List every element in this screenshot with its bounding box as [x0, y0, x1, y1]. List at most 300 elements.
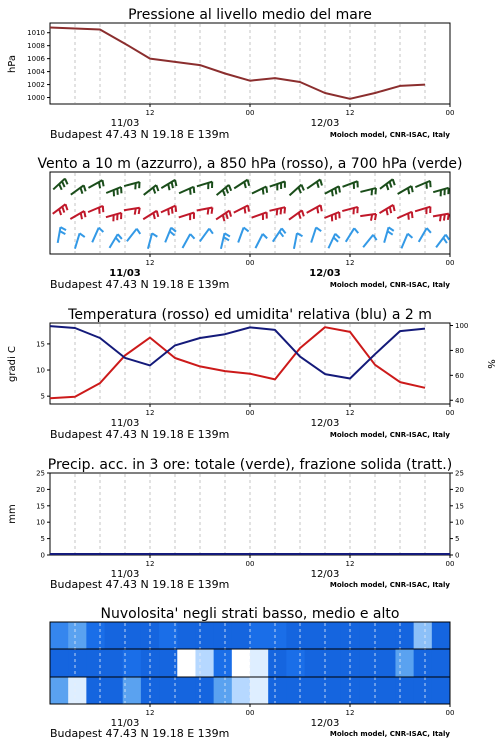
wind-barb-feather [118, 234, 122, 239]
wind-barb-feather [440, 215, 441, 221]
wind-barb-feather [152, 233, 157, 236]
x-date-label: 12/03 [310, 118, 340, 129]
wind-barb-feather [443, 238, 447, 243]
cloud-title: Nuvolosita' negli strati basso, medio e alto [100, 606, 400, 622]
wind-barb-feather [371, 214, 372, 220]
wind-barb-feather [284, 207, 285, 213]
wind-barb [324, 212, 339, 221]
y-tick-label: 1010 [27, 29, 45, 38]
wind-barb [270, 181, 285, 190]
cloud-cell [105, 622, 124, 649]
wind-barb-feather [302, 210, 304, 216]
precipitation-bars [50, 554, 450, 555]
cloud-cell [377, 649, 396, 677]
cloud-cell [68, 622, 87, 649]
wind-barb-feather [244, 182, 246, 188]
wind-barb-shaft [238, 227, 243, 242]
x-date-label: 11/03 [110, 418, 140, 429]
y-tick-label: 20 [36, 485, 45, 494]
wind-barb [415, 181, 430, 189]
wind-barb [307, 205, 322, 213]
wind-barb [110, 234, 122, 248]
humidity-y-label: % [485, 359, 496, 369]
wind-barb [380, 205, 395, 215]
wind-barb [161, 180, 176, 190]
y-tick-label: 25 [455, 469, 464, 478]
cloud-model-credit: Moloch model, CNR-ISAC, Italy [329, 730, 450, 738]
cloud-cell [414, 622, 433, 649]
cloud-cell [214, 622, 233, 649]
cloud-cell [395, 677, 414, 704]
wind-barb-feather [59, 209, 61, 215]
wind-barb-feather [137, 229, 140, 234]
wind-barb [311, 227, 321, 242]
wind-barb [415, 207, 430, 214]
wind-barb [144, 185, 159, 195]
wind-barb-feather [208, 208, 209, 214]
wind-barb-feather [430, 181, 431, 187]
wind-barb-feather [168, 184, 169, 190]
wind-barb [290, 185, 304, 196]
wind-barb-shaft [179, 213, 194, 218]
wind-barb-feather [299, 213, 301, 219]
wind-barb-feather [212, 207, 213, 213]
wind-barb-shaft [165, 228, 171, 243]
wind-barb [328, 234, 339, 249]
temperature-location: Budapest 47.43 N 19.18 E 139m [50, 428, 230, 441]
y-tick-label: 15 [36, 340, 45, 349]
wind-barb-feather [135, 208, 136, 214]
wind-barb-shaft [436, 235, 446, 248]
humidity-y-ticks [450, 322, 468, 405]
cloud-cell [432, 649, 451, 677]
wind-barb [252, 186, 267, 194]
y-tick-label: 10 [36, 366, 45, 375]
wind-barb-feather [426, 182, 427, 188]
pressure-x-axis [111, 104, 455, 129]
x-tick-label: 12 [145, 109, 155, 117]
wind-barb-feather [387, 231, 392, 235]
x-tick-label: 00 [245, 259, 255, 267]
wind-model-credit: Moloch model, CNR-ISAC, Italy [329, 281, 450, 289]
wind-barb [216, 211, 231, 222]
wind-barb-shaft [397, 212, 412, 219]
cloud-cell [123, 649, 142, 677]
x-date-label: 12/03 [309, 268, 341, 279]
precipitation-panel [7, 457, 464, 591]
wind-barb-feather [60, 227, 66, 230]
wind-barb [234, 180, 249, 189]
wind-barb [269, 207, 285, 215]
x-tick-label: 00 [245, 109, 255, 117]
wind-barb-feather [281, 208, 282, 214]
wind-barb-feather [116, 238, 120, 243]
y-tick-label: 100 [455, 321, 469, 330]
cloud-cell [323, 649, 342, 677]
wind-barb [294, 233, 303, 249]
wind-barb-shaft [419, 228, 427, 242]
wind-barb-feather [408, 234, 413, 238]
wind-barb-feather [172, 207, 173, 213]
precipitation-x-axis [111, 555, 455, 580]
wind-barb-shaft [360, 214, 376, 216]
cloud-cell [286, 622, 305, 649]
wind-barb-feather [170, 231, 175, 235]
wind-barb-feather [448, 214, 449, 220]
wind-barb [234, 205, 249, 213]
y-tick-label: 5 [40, 392, 45, 401]
wind-barb-feather [175, 180, 176, 186]
precipitation-gridlines [75, 474, 425, 554]
wind-barb-feather [444, 214, 445, 220]
wind-barb-shaft [110, 234, 118, 248]
x-tick-label: 12 [345, 709, 355, 717]
wind-barb-shaft [127, 229, 137, 242]
x-tick-label: 12 [145, 560, 155, 568]
cloud-cell [414, 677, 433, 704]
wind-barb-feather [386, 209, 387, 215]
y-tick-label: 10 [455, 518, 464, 527]
wind-barb-shaft [182, 234, 190, 248]
wind-barb-feather [65, 179, 68, 185]
x-tick-label: 00 [445, 409, 455, 417]
y-tick-label: 10 [36, 518, 45, 527]
wind-barb-feather [59, 184, 62, 190]
cloud-x-axis [111, 704, 455, 729]
series-line [50, 28, 425, 99]
cloud-cell [50, 649, 69, 677]
wind-barb-feather [223, 190, 225, 196]
wind-barb [106, 213, 121, 222]
wind-barb-feather [60, 231, 66, 234]
wind-barb-feather [153, 188, 155, 194]
cloud-cell [250, 649, 269, 677]
wind-barb-feather [335, 188, 336, 194]
wind-barb-shaft [415, 181, 430, 187]
wind-barb-shaft [124, 182, 139, 186]
wind-barb [360, 214, 376, 221]
x-tick-label: 00 [245, 709, 255, 717]
wind-barb-feather [224, 237, 229, 240]
wind-barb [221, 233, 230, 249]
y-tick-label: 15 [455, 502, 464, 511]
wind-barb [360, 188, 376, 195]
cloud-cell [286, 677, 305, 704]
wind-barb-feather [393, 179, 395, 185]
cloud-cell [86, 677, 105, 704]
cloud-cell [86, 622, 105, 649]
pressure-y-label: hPa [7, 54, 18, 74]
wind-barb-feather [266, 186, 267, 192]
y-tick-label: 1004 [27, 68, 45, 77]
wind-barb [433, 214, 449, 222]
y-tick-label: 1008 [27, 42, 45, 51]
wind-barb-feather [335, 234, 340, 238]
cloud-cell [395, 649, 414, 677]
pressure-model-credit: Moloch model, CNR-ISAC, Italy [329, 131, 450, 139]
wind-barb-feather [408, 188, 409, 194]
y-tick-label: 1006 [27, 55, 45, 64]
wind-barb [200, 229, 213, 242]
wind-barb-feather [317, 207, 318, 213]
cloud-cell [305, 677, 324, 704]
wind-barb [363, 235, 376, 247]
y-tick-label: 0 [455, 551, 460, 560]
wind-barb [58, 227, 66, 243]
wind-barb [71, 185, 86, 194]
wind-barb-feather [317, 182, 319, 188]
precipitation-model-credit: Moloch model, CNR-ISAC, Italy [329, 581, 450, 589]
wind-barb-shaft [221, 233, 225, 249]
cloud-cell [68, 649, 87, 677]
wind-barb-feather [244, 227, 249, 231]
wind-barb-shaft [197, 207, 213, 210]
temperature-y-ticks [36, 340, 50, 400]
cloud-cell [232, 677, 251, 704]
precipitation-y-ticks [36, 470, 50, 560]
wind-barb-feather [339, 186, 340, 192]
wind-barb [380, 179, 395, 190]
wind-barb [161, 206, 176, 216]
temperature-panel [7, 307, 496, 441]
wind-barb-feather [282, 228, 286, 233]
x-date-label: 11/03 [109, 268, 141, 279]
x-tick-label: 00 [245, 560, 255, 568]
wind-barb [182, 234, 194, 248]
temperature-title: Temperatura (rosso) ed umidita' relativa (blu) a 2 m [68, 307, 432, 323]
wind-barb-feather [229, 211, 231, 217]
y-tick-label: 25 [36, 469, 45, 478]
cloud-cell [395, 622, 414, 649]
cloud-location: Budapest 47.43 N 19.18 E 139m [50, 727, 230, 740]
wind-location: Budapest 47.43 N 19.18 E 139m [50, 278, 230, 291]
cloud-cell [177, 622, 196, 649]
temperature-y-label: gradi C [7, 346, 18, 382]
wind-barb-feather [248, 180, 250, 186]
pressure-title: Pressione al livello medio del mare [128, 7, 372, 23]
y-tick-label: 5 [455, 535, 460, 544]
wind-barb-feather [320, 179, 322, 185]
y-tick-label: 40 [455, 396, 464, 405]
wind-barb-feather [390, 182, 392, 188]
cloud-cell [305, 622, 324, 649]
wind-x-axis [109, 254, 454, 279]
wind-barb [53, 204, 68, 215]
wind-barb [397, 212, 412, 220]
wind-barb-shaft [58, 227, 61, 243]
wind-barb-feather [225, 233, 230, 236]
wind-barb [197, 182, 212, 189]
wind-title: Vento a 10 m (azzurro), a 850 hPa (rosso), a 700 hPa (verde) [37, 156, 463, 172]
wind-barb-feather [229, 185, 231, 191]
cloud-cell [414, 649, 433, 677]
x-tick-label: 12 [145, 259, 155, 267]
wind-barb-feather [226, 187, 228, 193]
wind-barb-feather [190, 234, 194, 239]
wind-barb-feather [412, 212, 413, 218]
wind-barb-feather [175, 206, 176, 212]
wind-barb-feather [103, 206, 104, 212]
pressure-series [50, 28, 425, 99]
wind-barb-shaft [415, 207, 430, 212]
wind-barb [255, 234, 267, 248]
y-tick-label: 1002 [27, 81, 45, 90]
wind-barb [401, 234, 412, 249]
wind-barb-feather [194, 187, 195, 193]
wind-barb-feather [62, 207, 64, 213]
wind-barb-feather [102, 180, 103, 186]
wind-barb-feather [84, 185, 86, 191]
x-tick-label: 00 [445, 259, 455, 267]
wind-barb [124, 208, 140, 215]
wind-barb [92, 228, 103, 243]
cloud-cell [323, 677, 342, 704]
y-tick-label: 60 [455, 371, 464, 380]
cloud-panel [50, 606, 454, 740]
cloud-cell [105, 649, 124, 677]
wind-barb-feather [244, 207, 245, 213]
cloud-cell [377, 677, 396, 704]
wind-barb-feather [65, 204, 67, 210]
temperature-gridlines [75, 324, 425, 403]
wind-barb [179, 187, 194, 195]
wind-barb-feather [81, 188, 83, 194]
wind-barb-feather [84, 211, 85, 217]
wind-barb-feather [157, 211, 158, 217]
x-tick-label: 12 [345, 560, 355, 568]
wind-barb [124, 182, 139, 189]
cloud-cell [268, 622, 287, 649]
temperature-x-axis [111, 404, 455, 429]
y-tick-label: 1000 [27, 94, 45, 103]
x-date-label: 11/03 [110, 118, 140, 129]
wind-barb-shaft [360, 188, 376, 192]
wind-barb-feather [277, 209, 278, 215]
y-tick-label: 80 [455, 346, 464, 355]
x-tick-label: 00 [445, 709, 455, 717]
x-tick-label: 12 [345, 409, 355, 417]
wind-barb-feather [375, 214, 376, 220]
cloud-cell [305, 649, 324, 677]
wind-barb [436, 235, 449, 248]
wind-barb-shaft [75, 233, 80, 248]
wind-barb [252, 212, 267, 220]
wind-barb [346, 228, 359, 242]
cloud-cell [177, 677, 196, 704]
cloud-cell [268, 677, 287, 704]
x-tick-label: 00 [245, 409, 255, 417]
precipitation-y-label: mm [7, 504, 18, 524]
wind-barb-feather [389, 227, 394, 231]
wind-barb [127, 229, 140, 242]
wind-barb-feather [298, 187, 301, 193]
x-date-label: 12/03 [310, 718, 340, 729]
wind-barb [325, 186, 340, 196]
cloud-cell [86, 649, 105, 677]
cloud-cell [268, 649, 287, 677]
x-tick-label: 00 [445, 109, 455, 117]
series-line [50, 326, 425, 378]
wind-barb [148, 233, 157, 248]
temperature-humidity-series [50, 326, 425, 398]
wind-barb-shaft [273, 228, 282, 241]
wind-barb-shaft [401, 234, 407, 249]
cloud-cell [50, 677, 69, 704]
wind-barb-feather [223, 215, 225, 221]
wind-barb [433, 188, 448, 197]
wind-barb [88, 206, 103, 214]
y-tick-label: 0 [40, 551, 45, 560]
wind-barb-shaft [328, 234, 335, 249]
x-tick-label: 12 [345, 259, 355, 267]
cloud-cell [323, 622, 342, 649]
cloud-cell [68, 677, 87, 704]
wind-barb-feather [297, 233, 303, 236]
wind-barb-feather [248, 205, 249, 211]
x-date-label: 11/03 [110, 569, 140, 580]
wind-barb [217, 185, 232, 196]
wind-barb-feather [226, 213, 228, 219]
y-tick-label: 20 [455, 485, 464, 494]
cloud-cell [123, 677, 142, 704]
wind-barb-feather [263, 234, 267, 239]
wind-barb-shaft [363, 235, 373, 247]
precipitation-location: Budapest 47.43 N 19.18 E 139m [50, 578, 230, 591]
wind-barb-feather [209, 229, 213, 234]
wind-barb [238, 227, 248, 242]
wind-barb-feather [411, 186, 412, 192]
cloud-cell [123, 622, 142, 649]
wind-barb-feather [81, 213, 82, 219]
wind-barb-feather [332, 190, 333, 196]
cloud-cell [377, 622, 396, 649]
x-tick-label: 00 [445, 560, 455, 568]
y-tick-label: 5 [40, 535, 45, 544]
wind-barb-feather [62, 181, 65, 187]
wind-barb-shaft [197, 182, 212, 187]
wind-barb [165, 228, 176, 243]
wind-barb-feather [280, 232, 284, 237]
x-date-label: 12/03 [310, 569, 340, 580]
wind-barb-shaft [92, 228, 99, 243]
wind-barb-feather [408, 213, 409, 219]
wind-barbs [53, 179, 450, 249]
wind-barb-feather [156, 185, 158, 191]
wind-barb-feather [390, 207, 391, 213]
wind-barb [179, 213, 194, 221]
wind-barb-feather [80, 233, 85, 237]
wind-barb [197, 207, 213, 214]
wind-barb [289, 210, 304, 219]
cloud-cell [214, 677, 233, 704]
wind-barb-shaft [255, 234, 262, 248]
wind-barb-shaft [311, 227, 316, 242]
cloud-cell [195, 677, 214, 704]
series-line [50, 327, 425, 398]
wind-barb-feather [99, 228, 104, 232]
pressure-y-ticks [27, 29, 50, 102]
x-tick-label: 12 [145, 409, 155, 417]
wind-barb [70, 211, 85, 219]
cloud-cell [286, 649, 305, 677]
pressure-gridlines [75, 24, 425, 103]
wind-barb [307, 179, 322, 188]
wind-barb-feather [334, 237, 339, 241]
wind-barb-feather [139, 208, 140, 214]
cloud-cell [195, 649, 214, 677]
cloud-cell [232, 622, 251, 649]
cloud-cell [432, 622, 451, 649]
